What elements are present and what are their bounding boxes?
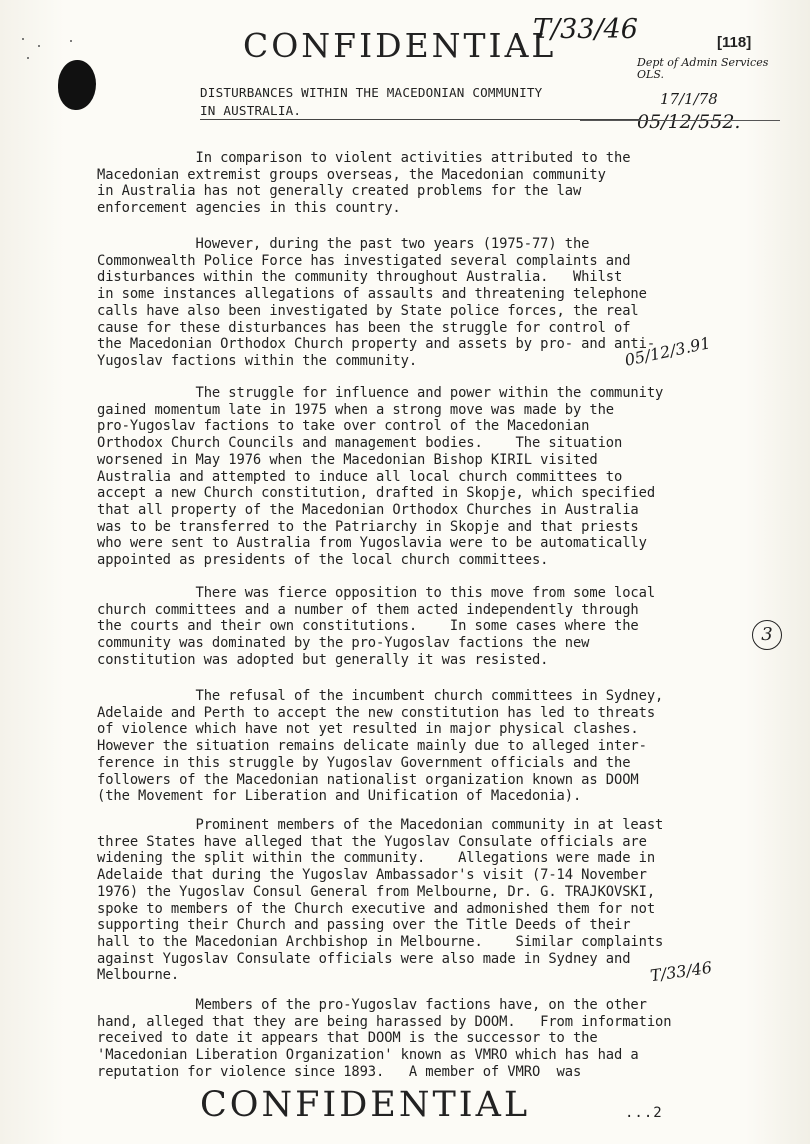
ink-blot bbox=[58, 60, 96, 110]
paragraph-6: Prominent members of the Macedonian community in at least three States have alleged that the Yugoslav Consulate officials are widening the split within the community. Allegations were made in Adelaide that during the Yugoslav Ambassador's visit (7-14 November 1976) the Yugoslav Consul General from Melbourne, Dr. G. TRAJKOVSKI, spoke to members of the Church executive and admonished them for not supporting their Church and passing over the Title Deeds of their hall to the Macedonian Archbishop in Melbourne. Similar complaints against Yugoslav Consulate officials were also made in Sydney and Melbourne. bbox=[97, 817, 664, 984]
classification-header: CONFIDENTIAL bbox=[243, 26, 557, 65]
subject-underline bbox=[200, 119, 640, 120]
paragraph-5: The refusal of the incumbent church committees in Sydney, Adelaide and Perth to accept the new constitution has led to threats of violence which have not yet resulted in major physical clashes. However the situation remains delicate mainly due to alleged inter- ference in this struggle by Yugoslav Government officials and the followers of the Macedonian nationalist organization known as DOOM (the Movement for Liberation and Unification of Macedonia). bbox=[97, 688, 664, 805]
margin-reference-2: T/33/46 bbox=[648, 957, 714, 986]
paragraph-7: Members of the pro-Yugoslav factions have, on the other hand, alleged that they are being harassed by DOOM. From information received to date it appears that DOOM is the successor to the 'Macedonian Liberation Organization' known as VMRO which has had a reputation for violence since 1893. A member of VMRO was bbox=[97, 997, 672, 1080]
paragraph-4: There was fierce opposition to this move from some local church committees and a number of them acted independently through the courts and their own constitutions. In some cases where the community was dominated by the pro-Yugoslav factions the new constitution was adopted but generally it was resisted. bbox=[97, 585, 656, 668]
paragraph-1: In comparison to violent activities attributed to the Macedonian extremist groups overseas, the Macedonian community in Australia has not generally created problems for the law enforcement agencies in this country. bbox=[97, 150, 631, 217]
speck bbox=[38, 45, 40, 47]
speck bbox=[22, 38, 24, 40]
file-number: 05/12/552. bbox=[637, 111, 741, 133]
paragraph-marker: 3 bbox=[752, 620, 782, 650]
speck bbox=[27, 57, 29, 59]
stamp-divider bbox=[580, 120, 780, 121]
subject-line-2: IN AUSTRALIA. bbox=[200, 103, 302, 118]
paragraph-3: The struggle for influence and power within the community gained momentum late in 1975 when a strong move was made by the pro-Yugoslav factions to take over control of the Macedonian Orthodox Church Councils and management bodies. The situation worsened in May 1976 when the Macedonian Bishop KIRIL visited Australia and attempted to induce all local church committees to accept a new Church constitution, drafted in Skopje, which specified that all property of the Macedonian Orthodox Churches in Australia was to be transferred to the Patriarchy in Skopje and that priests who were sent to Australia from Yugoslavia were to be automatically appointed as presidents of the local church committees. bbox=[97, 385, 664, 569]
margin-reference-1: 05/12/3.91 bbox=[622, 333, 713, 370]
subject-line-1: DISTURBANCES WITHIN THE MACEDONIAN COMMUNITY bbox=[200, 85, 543, 100]
continuation-marker: ...2 bbox=[625, 1105, 663, 1121]
speck bbox=[70, 40, 72, 42]
stamp-date: 17/1/78 bbox=[660, 90, 718, 108]
classification-footer: CONFIDENTIAL bbox=[200, 1085, 531, 1125]
subject-heading bbox=[200, 84, 542, 120]
department-stamp: Dept of Admin Services OLS. bbox=[637, 56, 769, 81]
paragraph-2: However, during the past two years (1975-77) the Commonwealth Police Force has investigated several complaints and disturbances within the community throughout Australia. Whilst in some instances allegations of assaults and threatening telephone calls have also been investigated by State police forces, the real cause for these disturbances has been the struggle for control of the Macedonian Orthodox Church property and assets by pro- and anti- Yugoslav factions within the community. bbox=[97, 236, 656, 369]
page-number: [118] bbox=[717, 34, 752, 51]
reference-number: T/33/46 bbox=[533, 14, 638, 45]
